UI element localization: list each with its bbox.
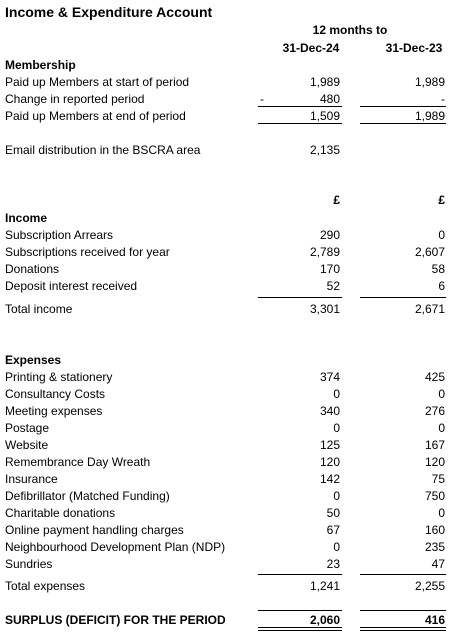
- expense-row-value-2023: 0: [438, 387, 445, 401]
- expense-row-value-2023: 750: [424, 489, 445, 503]
- expense-row-value-2023: 75: [431, 472, 445, 486]
- email-distribution-label: Email distribution in the BSCRA area: [5, 143, 201, 157]
- expense-row-label: Online payment handling charges: [5, 523, 184, 537]
- membership-row-value-2023: 1,989: [414, 75, 445, 89]
- subtotal-rule: [258, 574, 342, 575]
- currency-symbol-2024: £: [333, 193, 340, 207]
- income-row-value-2023: 0: [438, 228, 445, 242]
- expense-row-label: Remembrance Day Wreath: [5, 455, 151, 469]
- expense-row-value-2024: 0: [333, 540, 340, 554]
- subtotal-rule: [360, 297, 446, 298]
- expense-row-value-2024: 120: [319, 455, 340, 469]
- income-row-label: Donations: [5, 262, 60, 276]
- expense-row-value-2024: 142: [319, 472, 340, 486]
- income-row-value-2023: 58: [431, 262, 445, 276]
- expense-row-value-2024: 0: [333, 421, 340, 435]
- membership-row-label: Paid up Members at start of period: [5, 75, 190, 89]
- surplus-2024: 2,060: [309, 613, 340, 627]
- expenses-heading: Expenses: [5, 353, 62, 367]
- expense-row-value-2023: 120: [424, 455, 445, 469]
- double-underline: [360, 627, 446, 631]
- income-heading: Income: [5, 211, 48, 225]
- surplus-label: SURPLUS (DEFICIT) FOR THE PERIOD: [5, 613, 226, 627]
- income-row-label: Deposit interest received: [5, 279, 138, 293]
- expense-row-value-2023: 0: [438, 506, 445, 520]
- expense-row-value-2024: 374: [319, 370, 340, 384]
- total-income-2024: 3,301: [309, 302, 340, 316]
- column-header-2024: 31-Dec-24: [282, 41, 340, 55]
- expense-row-value-2023: 167: [424, 438, 445, 452]
- expense-row-label: Website: [5, 438, 49, 452]
- expense-row-value-2023: 425: [424, 370, 445, 384]
- total-income-2023: 2,671: [414, 302, 445, 316]
- expense-row-label: Sundries: [5, 557, 53, 571]
- surplus-2023: 416: [424, 613, 445, 627]
- membership-row-value-2024: 1,989: [309, 75, 340, 89]
- total-rule: [360, 123, 446, 124]
- expense-row-value-2023: 0: [438, 421, 445, 435]
- expense-row-value-2024: 23: [326, 557, 340, 571]
- expense-row-label: Neighbourhood Development Plan (NDP): [5, 540, 226, 554]
- total-expenses-label: Total expenses: [5, 579, 86, 593]
- surplus-top-rule: [258, 610, 342, 611]
- expense-row-label: Meeting expenses: [5, 404, 103, 418]
- membership-row-value-2023: 1,989: [414, 109, 445, 123]
- income-row-value-2023: 2,607: [414, 245, 445, 259]
- expense-row-value-2023: 276: [424, 404, 445, 418]
- income-row-value-2023: 6: [438, 279, 445, 293]
- expense-row-value-2024: 340: [319, 404, 340, 418]
- expense-row-label: Insurance: [5, 472, 58, 486]
- total-expenses-2023: 2,255: [414, 579, 445, 593]
- minus-sign: -: [260, 92, 264, 106]
- surplus-top-rule: [360, 610, 446, 611]
- total-rule: [258, 123, 342, 124]
- income-row-value-2024: 52: [326, 279, 340, 293]
- subtotal-rule: [258, 106, 342, 107]
- page-title: Income & Expenditure Account: [5, 4, 213, 20]
- income-row-value-2024: 170: [319, 262, 340, 276]
- expense-row-value-2024: 0: [333, 387, 340, 401]
- expense-row-label: Defibrillator (Matched Funding): [5, 489, 170, 503]
- period-header: 12 months to: [312, 23, 388, 37]
- income-row-value-2024: 2,789: [309, 245, 340, 259]
- expense-row-label: Consultancy Costs: [5, 387, 106, 401]
- membership-heading: Membership: [5, 58, 76, 72]
- expense-row-value-2024: 67: [326, 523, 340, 537]
- expense-row-label: Printing & stationery: [5, 370, 113, 384]
- expense-row-value-2024: 125: [319, 438, 340, 452]
- expense-row-value-2023: 47: [431, 557, 445, 571]
- membership-row-label: Paid up Members at end of period: [5, 109, 186, 123]
- double-underline: [258, 627, 342, 631]
- expense-row-value-2024: 0: [333, 489, 340, 503]
- total-income-label: Total income: [5, 302, 73, 316]
- membership-row-value-2023: -: [441, 92, 445, 106]
- membership-row-value-2024: 1,509: [309, 109, 340, 123]
- currency-symbol-2023: £: [438, 193, 445, 207]
- column-header-2023: 31-Dec-23: [385, 41, 443, 55]
- email-distribution-value: 2,135: [309, 143, 340, 157]
- expense-row-value-2024: 50: [326, 506, 340, 520]
- subtotal-rule: [360, 106, 446, 107]
- income-row-value-2024: 290: [319, 228, 340, 242]
- membership-row-value-2024: 480: [319, 92, 340, 106]
- income-row-label: Subscriptions received for year: [5, 245, 170, 259]
- expense-row-label: Charitable donations: [5, 506, 116, 520]
- total-expenses-2024: 1,241: [309, 579, 340, 593]
- expense-row-label: Postage: [5, 421, 50, 435]
- subtotal-rule: [360, 574, 446, 575]
- subtotal-rule: [258, 297, 342, 298]
- expense-row-value-2023: 235: [424, 540, 445, 554]
- expense-row-value-2023: 160: [424, 523, 445, 537]
- income-row-label: Subscription Arrears: [5, 228, 114, 242]
- membership-row-label: Change in reported period: [5, 92, 145, 106]
